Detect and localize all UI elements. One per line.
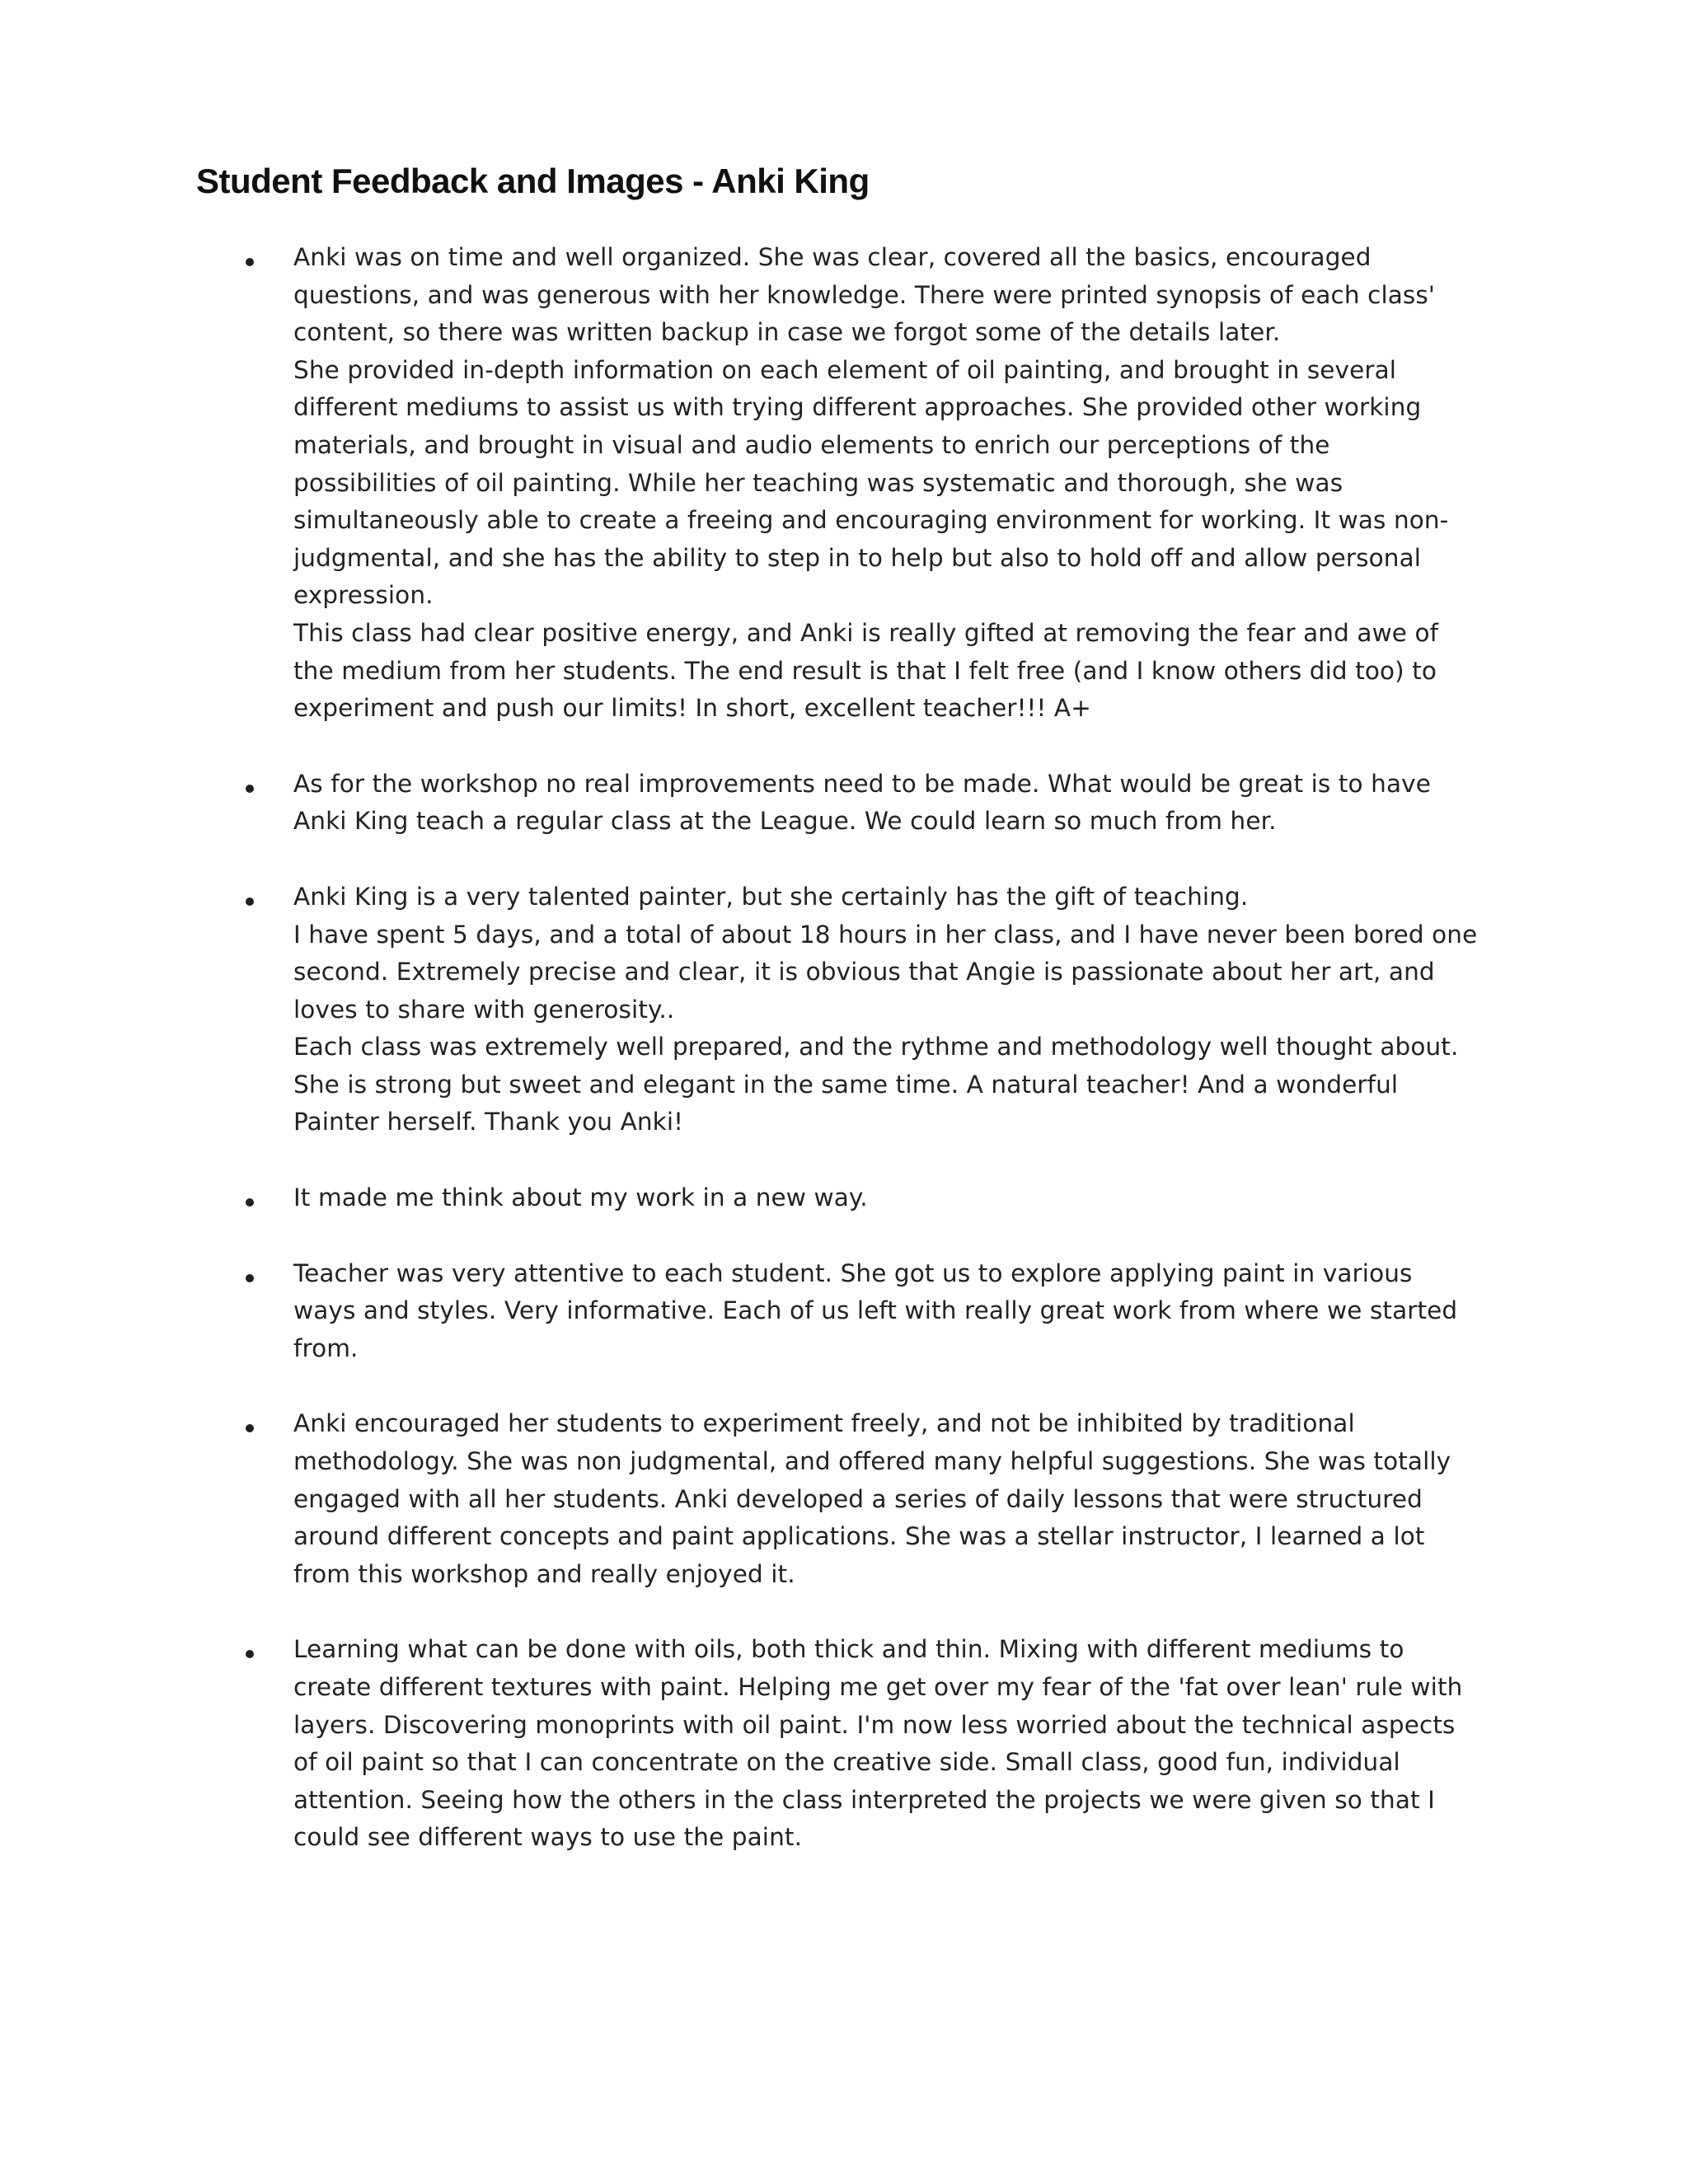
feedback-paragraph: She provided in-depth information on each element of oil painting, and brought in several different mediums to assist us with trying different approaches. She provided other working materials, and brought in visual and audio elements to enrich our perceptions of the possibilities of oil painting. While her teaching was systematic and thorough, she was simultaneously able to create a freeing and encouraging environment for working. It was non-judgmental, and she has the ability to step in to help but also to hold off and allow personal expression. [293,355,1449,610]
feedback-item-5 [293,1255,1480,1368]
bullet-icon [246,1274,254,1282]
feedback-paragraph: As for the workshop no real improvements need to be made. What would be great is to have Anki King teach a regular class at the League. We could learn so much from her. [293,769,1431,836]
feedback-paragraph: She is strong but sweet and elegant in the same time. A natural teacher! And a wonderful Painter herself. Thank you Anki! [293,1070,1399,1137]
bullet-icon [246,258,254,266]
feedback-item-1 [293,239,1480,728]
feedback-paragraph: This class had clear positive energy, and Anki is really gifted at removing the fear and awe of the medium from her students. The end result is that I felt free (and I know others did too) to experiment and push our limits! In short, excellent teacher!!! A+ [293,618,1439,723]
feedback-paragraph: Anki encouraged her students to experiment freely, and not be inhibited by traditional methodology. She was non judgmental, and offered many helpful suggestions. She was totally engaged with all her students. Anki developed a series of daily lessons that were structured around different concepts and paint applications. She was a stellar instructor, I learned a lot from this workshop and really enjoyed it. [293,1409,1451,1588]
feedback-item-3 [293,879,1480,1141]
feedback-item-4 [293,1179,1480,1217]
feedback-paragraph: Teacher was very attentive to each student. She got us to explore applying paint in various ways and styles. Very informative. Each of us left with really great work from where we started from. [293,1258,1458,1362]
feedback-item-2 [293,766,1480,841]
bullet-icon [246,1424,254,1432]
bullet-icon [246,898,254,906]
feedback-paragraph: I have spent 5 days, and a total of about 18 hours in her class, and I have never been bored one second. Extremely precise and clear, it is obvious that Angie is passionate about her art, and loves to share with generosity.. [293,920,1478,1024]
feedback-list [293,239,1480,1895]
page-title: Student Feedback and Images - Anki King [196,162,870,200]
bullet-icon [246,1650,254,1658]
bullet-icon [246,785,254,793]
feedback-paragraph: Anki King is a very talented painter, but she certainly has the gift of teaching. [293,882,1249,911]
feedback-paragraph: Learning what can be done with oils, both thick and thin. Mixing with different mediums to create different textures with paint. Helping me get over my fear of the 'fat over lean' rule with layers. Discovering monoprints with oil paint. I'm now less worried about the technical aspects of oil paint so that I can concentrate on the creative side. Small class, good fun, individual attention. Seeing how the others in the class interpreted the projects we were given so that I could see different ways to use the paint. [293,1635,1463,1852]
feedback-paragraph: Each class was extremely well prepared, and the rythme and methodology well thought about. [293,1033,1459,1062]
feedback-paragraph: Anki was on time and well organized. She was clear, covered all the basics, encouraged questions, and was generous with her knowledge. There were printed synopsis of each class' content, so there was written backup in case we forgot some of the details later. [293,243,1436,347]
bullet-icon [246,1198,254,1207]
feedback-item-7 [293,1631,1480,1857]
feedback-paragraph: It made me think about my work in a new way. [293,1183,868,1212]
feedback-item-6 [293,1405,1480,1593]
